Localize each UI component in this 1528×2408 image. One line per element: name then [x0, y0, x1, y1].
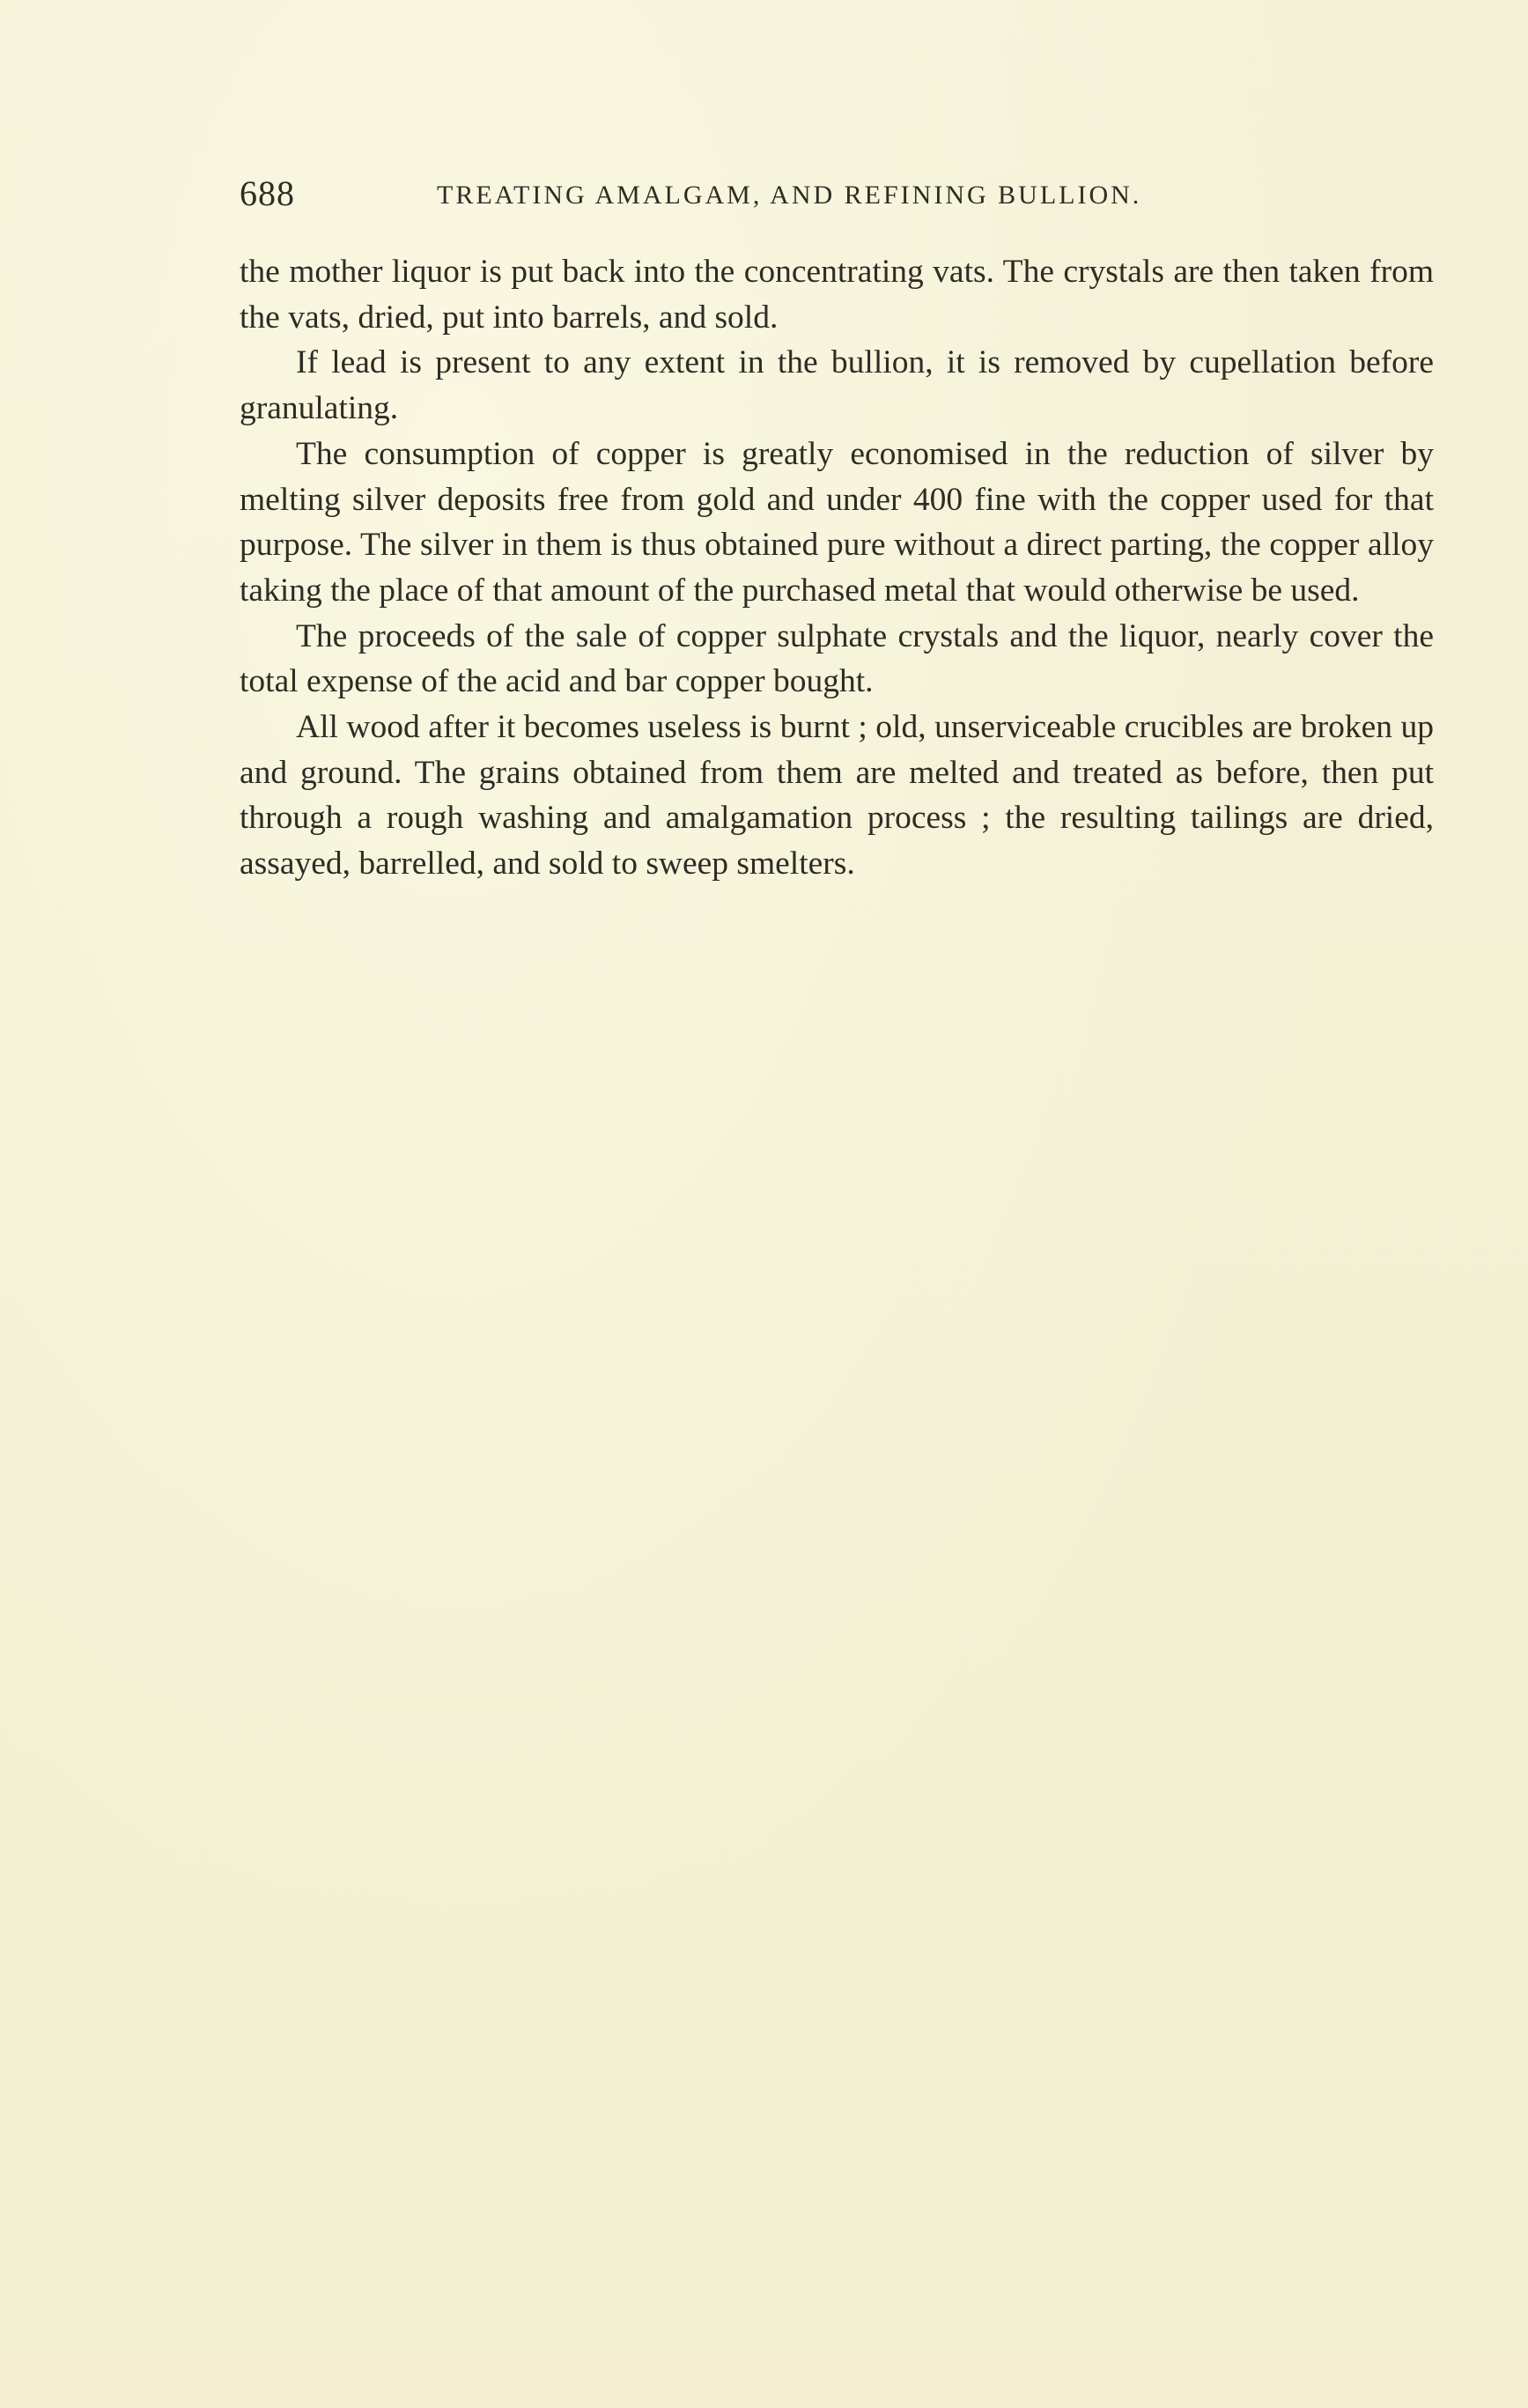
- paragraph-lead-removal: If lead is present to any extent in the bullion, it is removed by cupellation before granulating.: [240, 344, 1434, 427]
- page-number: 688: [240, 174, 295, 213]
- running-title: TREATING AMALGAM, AND REFINING BULLION.: [437, 181, 1142, 210]
- page-header: [240, 173, 1261, 215]
- paragraph-waste-recovery: All wood after it becomes useless is burnt ; old, unserviceable crucibles are broken up and ground. The grains obtained from them are melted and treated as before, then put through a rough washing and amalgamation process ; the resulting tailings are dried, assayed, barrelled, and sold to sweep smelters.: [240, 709, 1434, 883]
- paragraph-sale-proceeds: The proceeds of the sale of copper sulphate crystals and the liquor, nearly cover the total expense of the acid and bar copper bought.: [240, 617, 1434, 700]
- paragraph-copper-consumption: The consumption of copper is greatly economised in the reduction of silver by melting silver deposits free from gold and under 400 fine with the copper used for that purpose. The silver in them is thus obtained pure without a direct parting, the copper alloy taking the place of that amount of the purchased metal that would otherwise be used.: [240, 435, 1434, 609]
- paragraph-continued: the mother liquor is put back into the concentrating vats. The crystals are then taken from the vats, dried, put into barrels, and sold.: [240, 254, 1434, 336]
- body-text: [240, 249, 1434, 887]
